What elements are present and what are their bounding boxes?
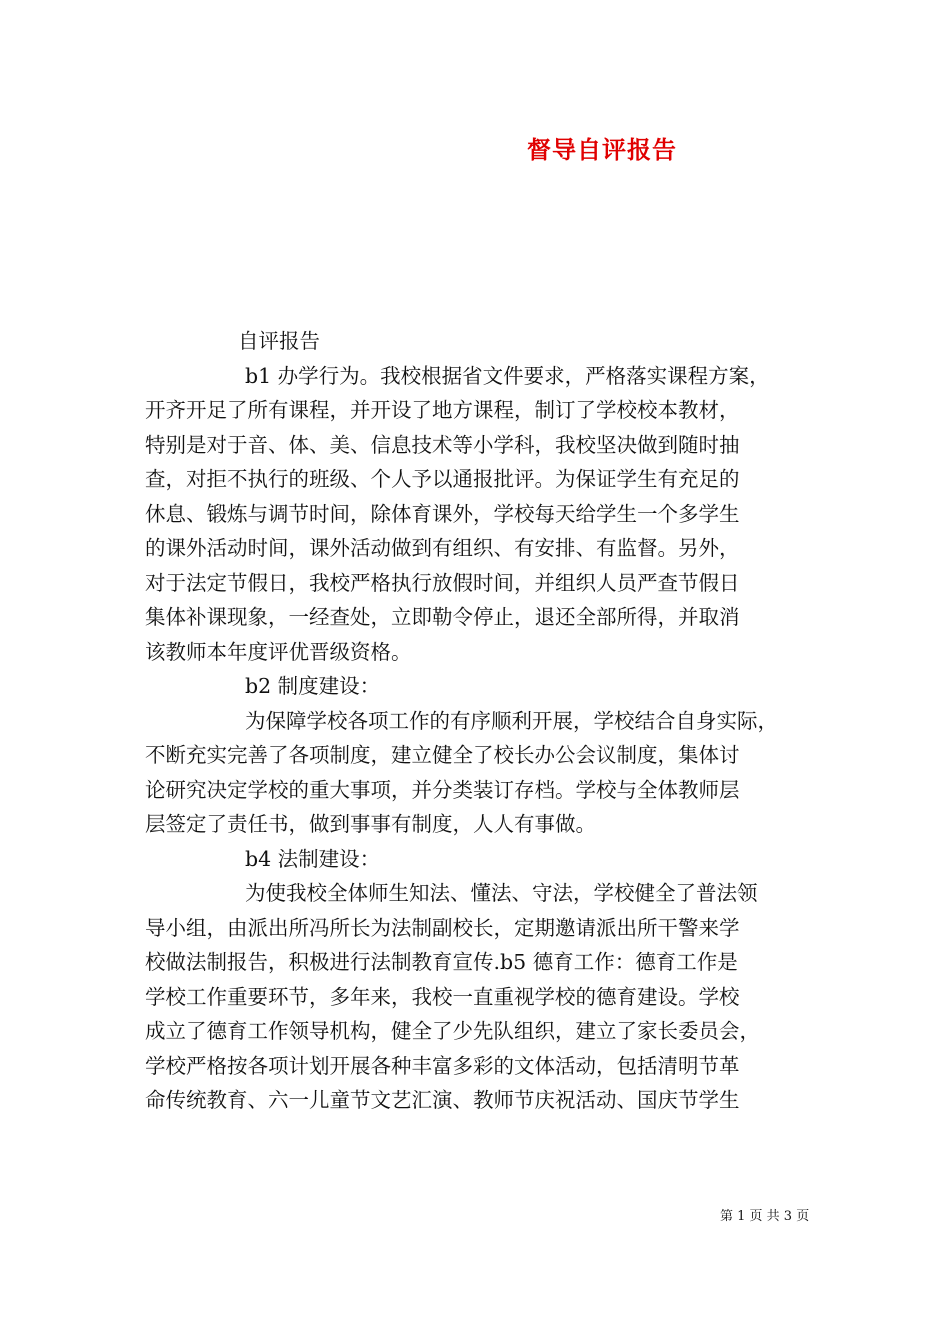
section-heading: b4 法制建设：	[245, 846, 381, 871]
paragraph-line: 学校严格按各项计划开展各种丰富多彩的文体活动，包括清明节革	[145, 1053, 740, 1078]
paragraph-line: 该教师本年度评优晋级资格。	[145, 639, 412, 664]
paragraph-line: 成立了德育工作领导机构，健全了少先队组织，建立了家长委员会，	[145, 1019, 760, 1043]
paragraph-line: 查，对拒不执行的班级、个人予以通报批评。为保证学生有充足的	[145, 467, 740, 491]
paragraph-line: 集体补课现象，一经查处，立即勒令停止，退还全部所得，并取消	[145, 605, 740, 629]
paragraph-line: b1 办学行为。我校根据省文件要求，严格落实课程方案，	[245, 363, 770, 388]
document-body	[145, 324, 835, 1118]
paragraph-line: 校做法制报告，积极进行法制教育宣传.b5 德育工作：德育工作是	[145, 950, 738, 974]
paragraph-line: 学校工作重要环节，多年来，我校一直重视学校的德育建设。学校	[145, 984, 740, 1009]
page-number-footer: 第 1 页 共 3 页	[720, 1209, 810, 1224]
paragraph-line: 命传统教育、六一儿童节文艺汇演、教师节庆祝活动、国庆节学生	[145, 1088, 740, 1112]
paragraph-line: 对于法定节假日，我校严格执行放假时间，并组织人员严查节假日	[145, 570, 740, 595]
paragraph-line: 层签定了责任书，做到事事有制度，人人有事做。	[145, 812, 596, 836]
paragraph-line: 特别是对于音、体、美、信息技术等小学科，我校坚决做到随时抽	[145, 432, 740, 457]
paragraph-line: 为使我校全体师生知法、懂法、守法，学校健全了普法领	[245, 881, 758, 905]
section-heading: 自评报告	[238, 329, 320, 353]
paragraph-line: 的课外活动时间，课外活动做到有组织、有安排、有监督。另外，	[145, 536, 740, 560]
paragraph-line: 为保障学校各项工作的有序顺利开展，学校结合自身实际，	[245, 708, 778, 733]
paragraph-line: 不断充实完善了各项制度，建立健全了校长办公会议制度，集体讨	[145, 743, 740, 767]
paragraph-line: 论研究决定学校的重大事项，并分类装订存档。学校与全体教师层	[145, 777, 740, 802]
section-heading: b2 制度建设：	[245, 674, 381, 698]
document-title: 督导自评报告	[527, 135, 677, 164]
paragraph-line: 休息、锻炼与调节时间，除体育课外，学校每天给学生一个多学生	[145, 501, 740, 526]
paragraph-line: 开齐开足了所有课程，并开设了地方课程，制订了学校校本教材，	[145, 398, 740, 422]
paragraph-line: 导小组，由派出所冯所长为法制副校长，定期邀请派出所干警来学	[145, 915, 740, 940]
